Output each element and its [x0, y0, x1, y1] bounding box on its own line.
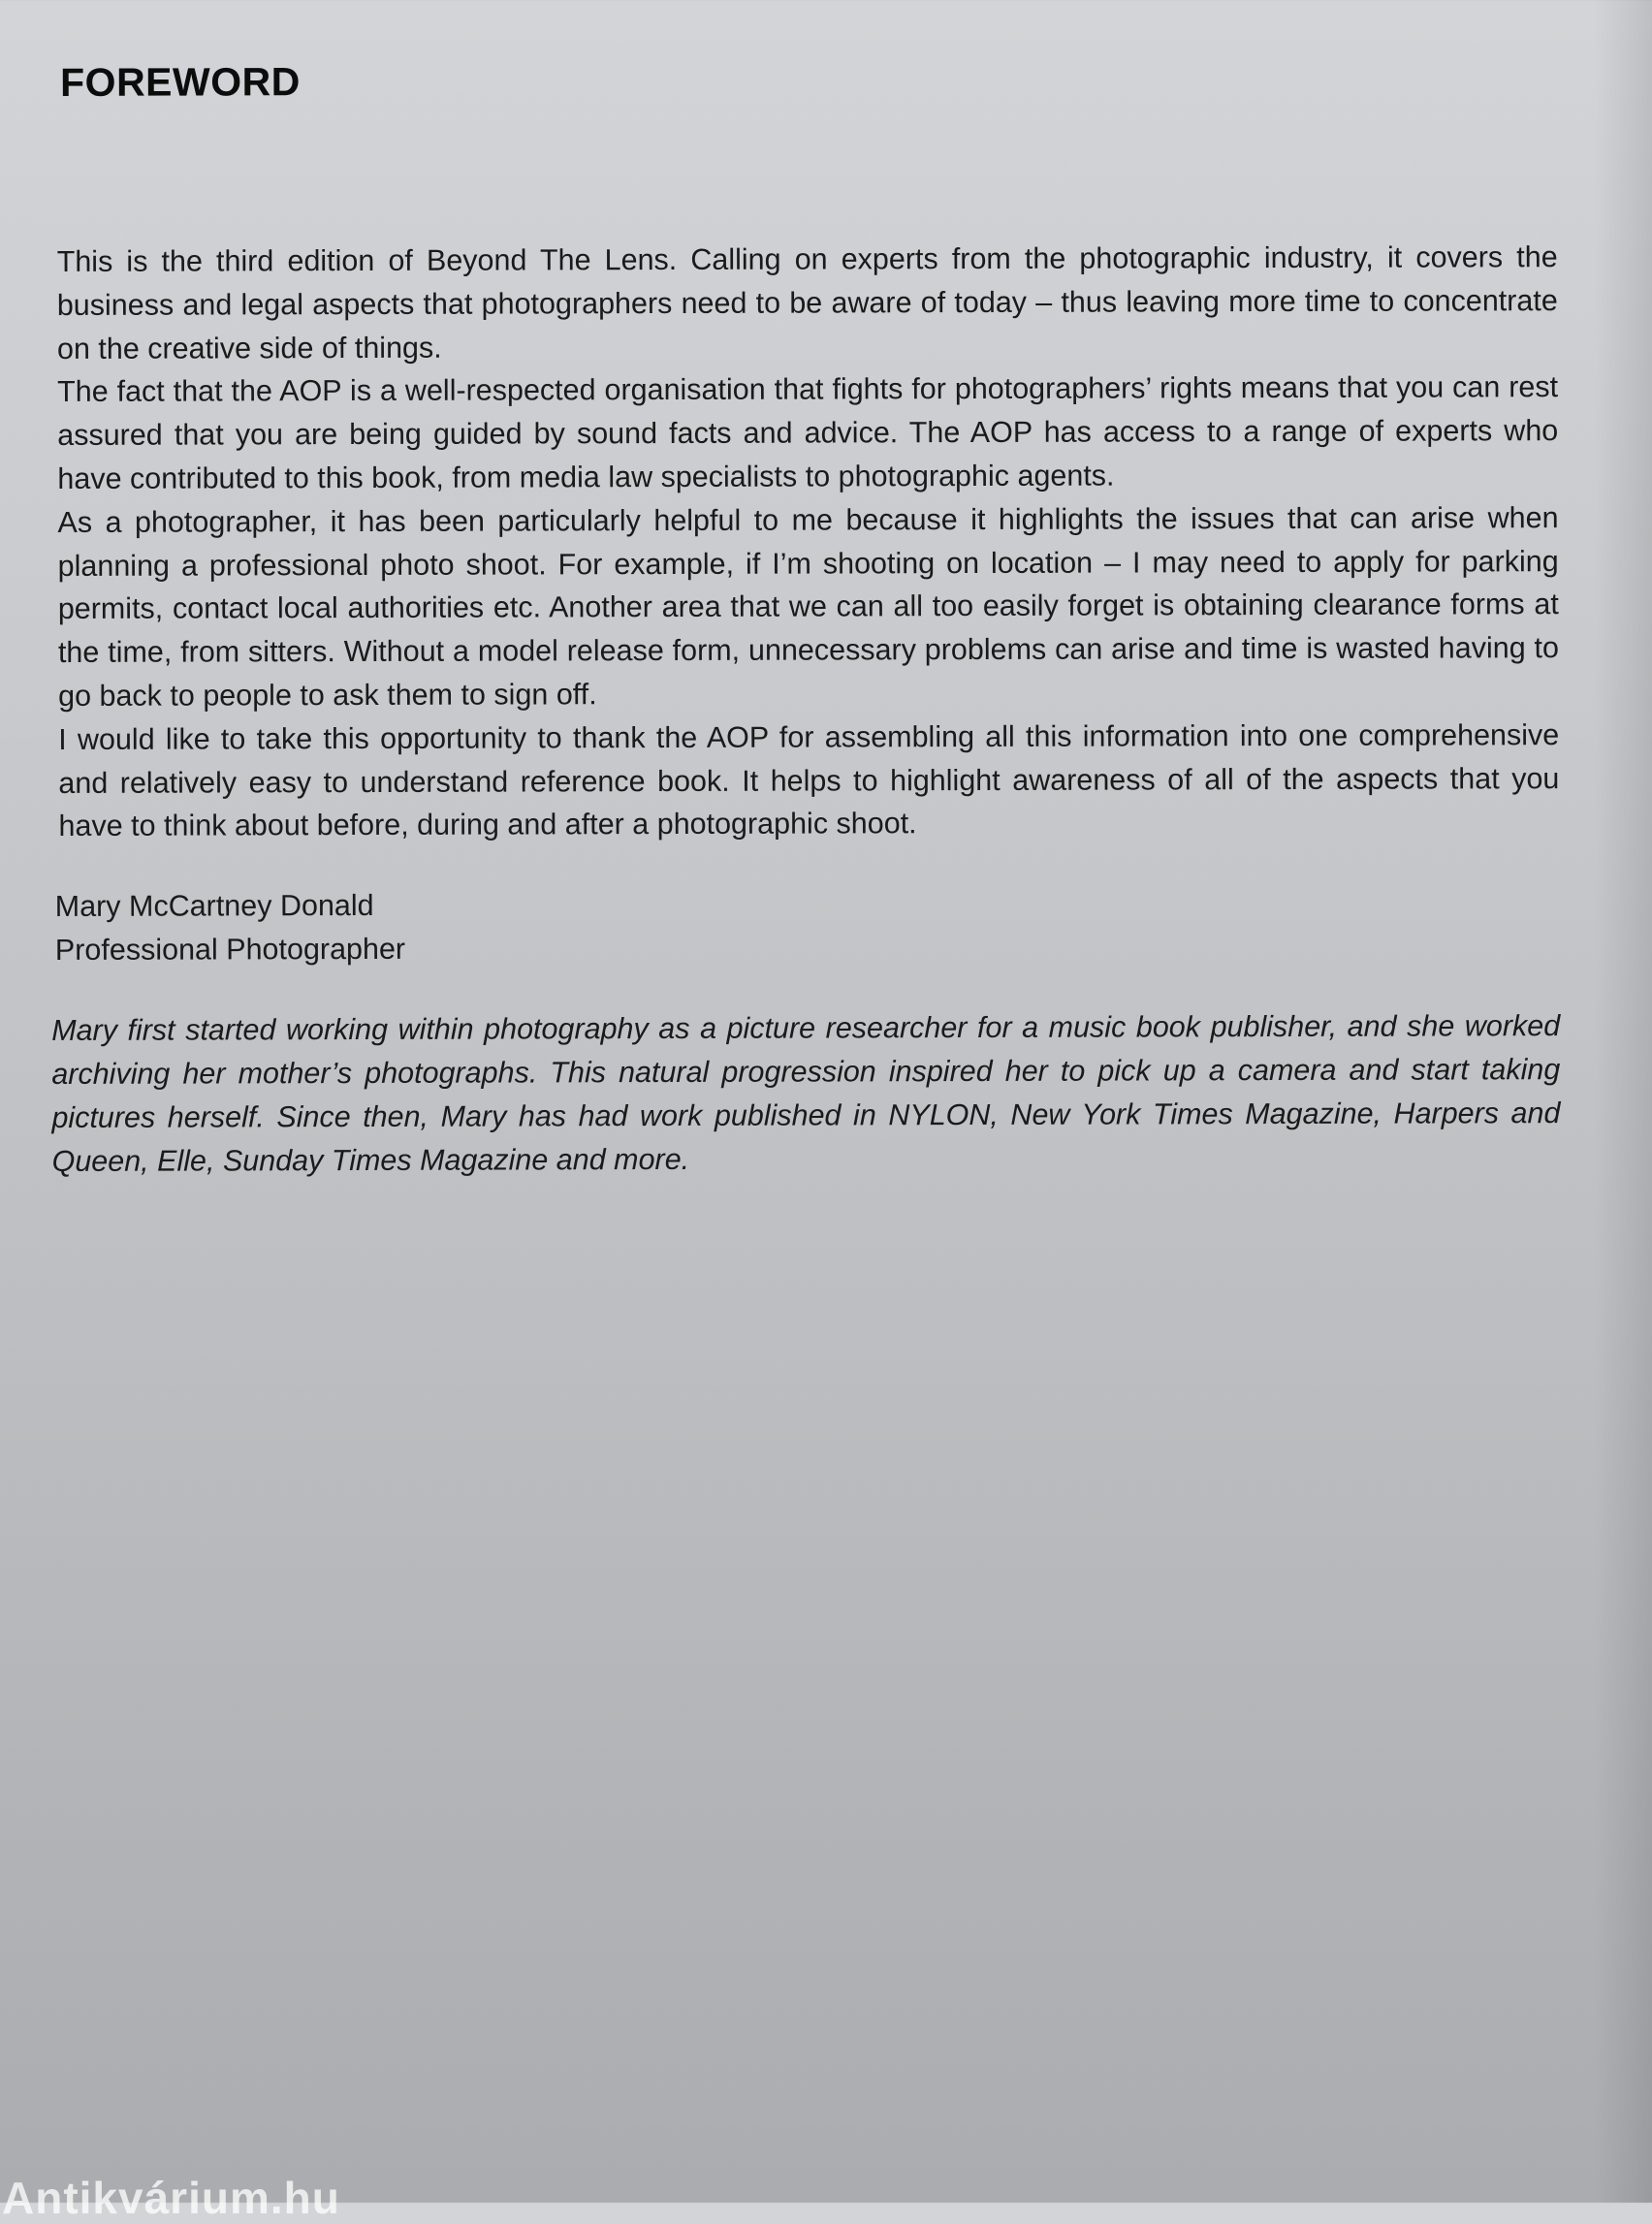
- paragraph-3: As a photographer, it has been particularly helpful to me because it highlights the issues that can arise when planning a professional photo shoot. For example, if I’m shooting on location – I may need to apply for parking permits, contact local authorities etc. Another area that we can all too easily forget is obtaining clearance forms at the time, from sitters. Without a model release form, unnecessary problems can arise and time is wasted having to go back to people to ask them to sign off.: [57, 500, 1559, 713]
- paragraph-4: I would like to take this opportunity to thank the AOP for assembling all this information into one comprehensive and relatively easy to understand reference book. It helps to highlight awareness of all of the aspects that you have to think about before, during and after a photographic shoot.: [58, 717, 1560, 843]
- author-role: Professional Photographer: [54, 933, 406, 968]
- signature-block: [51, 880, 1560, 972]
- foreword-page: [48, 51, 1561, 1213]
- paragraph-2: The fact that the AOP is a well-respected organisation that fights for photographers’ rights means that you can rest assured that you are being guided by sound facts and advice. The AOP has access to a range of experts who have contributed to this book, from media law specialists to photographic agents.: [57, 370, 1559, 495]
- author-name: Mary McCartney Donald: [54, 889, 374, 924]
- page-edge-shadow: [1594, 0, 1652, 2203]
- watermark-text: Antikvárium.hu: [2, 2173, 340, 2223]
- paragraph-1: This is the third edition of Beyond The Lens. Calling on experts from the photographic industry, it covers the business and legal aspects that photographers need to be aware of today – thus leaving more time to concentrate on the creative side of things.: [56, 240, 1558, 365]
- author-bio: Mary first started working within photography as a picture researcher for a music book publisher, and she worked archiving her mother’s photographs. This natural progression inspired her to pick up a camera and start taking pictures herself. Since then, Mary has had work published in NYLON, New York Times Magazine, Harpers and Queen, Elle, Sunday Times Magazine and more.: [51, 1009, 1561, 1178]
- page-title: FOREWORD: [60, 59, 301, 105]
- foreword-body: [49, 236, 1560, 848]
